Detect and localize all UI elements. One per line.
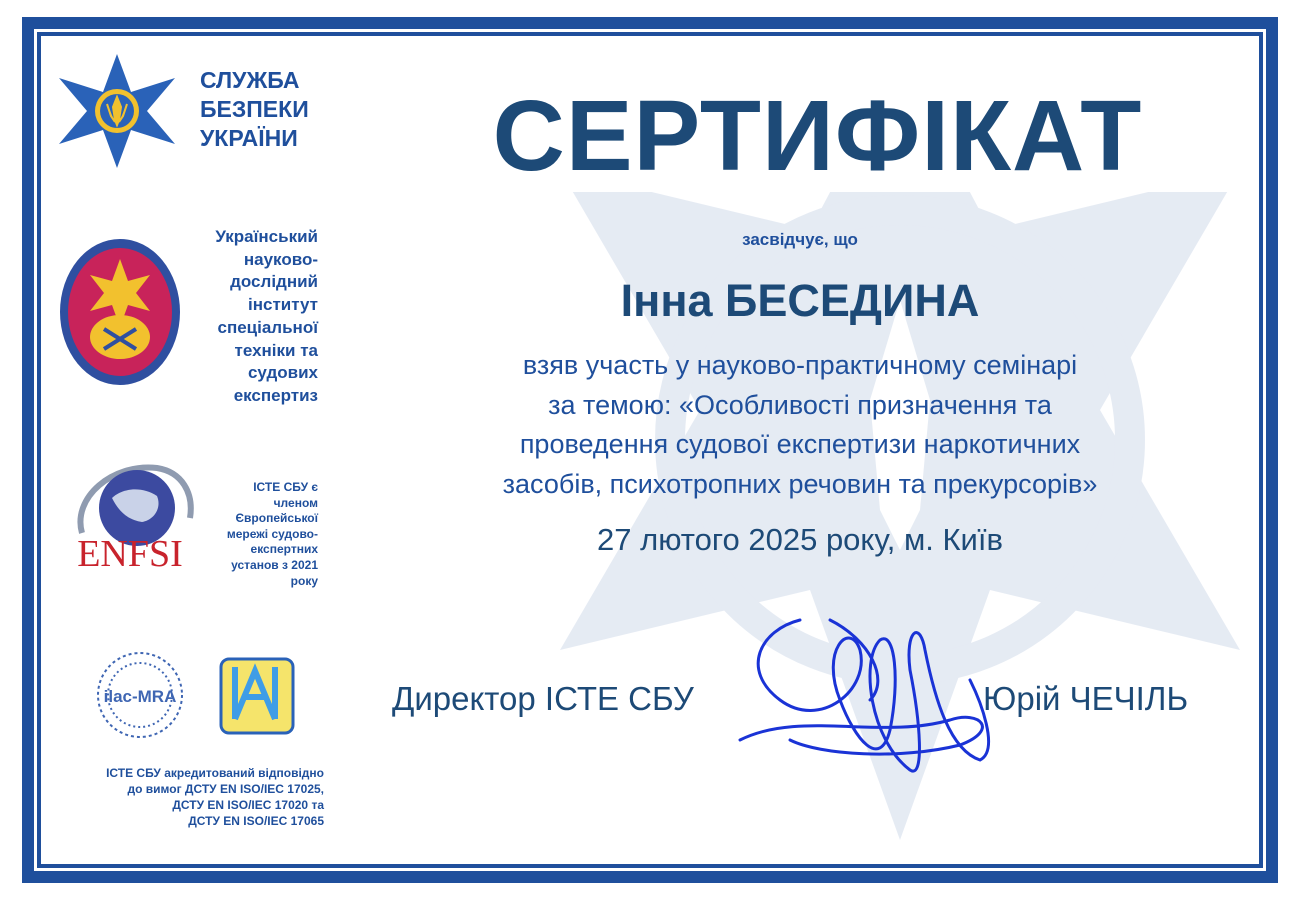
enfsi-membership-note [205, 480, 318, 589]
agency-name-line: УКРАЇНИ [200, 125, 298, 151]
institute-name-line: техніки та [234, 340, 318, 360]
signatory-role: Директор ІСТЕ СБУ [392, 680, 694, 717]
recipient-name: Інна БЕСЕДИНА [620, 275, 980, 326]
institute-name-line: інститут [248, 295, 318, 315]
institute-name-line: спеціальної [217, 317, 318, 337]
enfsi-note-line: членом [273, 495, 318, 510]
ilac-mra-logo-icon [92, 650, 188, 740]
institute-name [185, 226, 318, 408]
enfsi-logo-text: ENFSI [77, 533, 183, 575]
ilac-logo-text: ilac-MRA [103, 687, 177, 706]
institute-name-line: дослідний [230, 272, 318, 292]
institute-name-line: експертиз [233, 385, 318, 405]
enfsi-note-line: ІСТЕ СБУ є [253, 480, 318, 494]
enfsi-note-line: експертних [250, 542, 318, 557]
accreditation-agency-logo-icon [219, 657, 295, 735]
accreditation-note [70, 765, 324, 829]
handwritten-signature [720, 610, 1020, 790]
accreditation-line: ІСТЕ СБУ акредитований відповідно [106, 766, 324, 780]
certificate-title: СЕРТИФІКАТ [492, 80, 1143, 192]
signatory-name: Юрій ЧЕЧІЛЬ [983, 680, 1189, 717]
statement-line: засобів, психотропних речовин та прекурсорів» [502, 468, 1098, 499]
agency-name-line: БЕЗПЕКИ [200, 96, 309, 122]
enfsi-note-line: Європейської [235, 511, 318, 526]
institute-name-line: Український [215, 227, 318, 246]
statement-line: проведення судової експертизи наркотичних [519, 429, 1081, 459]
enfsi-note-line: року [290, 573, 318, 588]
agency-name-line: СЛУЖБА [200, 67, 300, 93]
enfsi-logo-icon [62, 458, 198, 588]
enfsi-note-line: установ з 2021 [231, 557, 318, 572]
certifies-text: засвідчує, що [742, 230, 858, 249]
enfsi-note-line: мережі судово- [226, 526, 318, 541]
date-and-place: 27 лютого 2025 року, м. Київ [597, 522, 1003, 557]
accreditation-line: ДСТУ EN ISO/IEC 17020 та [172, 798, 324, 812]
statement-line: взяв участь у науково-практичному семінарі [522, 350, 1078, 380]
institute-name-line: науково- [243, 249, 318, 269]
accreditation-line: до вимог ДСТУ EN ISO/IEC 17025, [127, 782, 324, 796]
statement-line: за темою: «Особливості призначення та [548, 389, 1052, 420]
participation-statement [380, 346, 1220, 504]
institute-name-line: судових [247, 363, 318, 383]
accreditation-line: ДСТУ EN ISO/IEC 17065 [188, 814, 324, 828]
institute-seal-icon [58, 237, 182, 387]
